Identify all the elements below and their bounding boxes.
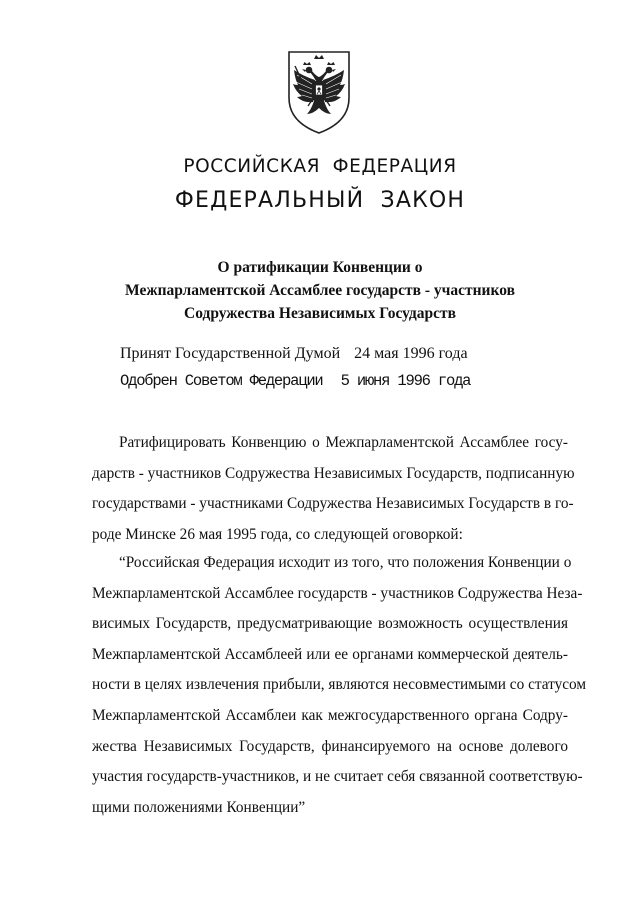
paragraph-line: жества Независимых Государств, финансируемого на основе долевого (92, 737, 568, 755)
adoption-line (120, 345, 468, 363)
coat-of-arms-icon (283, 48, 355, 136)
law-type-word: ФЕДЕРАЛЬНЫЙ (174, 188, 365, 213)
title-line: О ратификации Конвенции о (217, 259, 423, 276)
paragraph-line: Межпарламентской Ассамблеей или ее органами коммерческой деятель- (92, 645, 568, 663)
ratification-paragraph (92, 428, 575, 550)
country-word: ФЕДЕРАЦИЯ (332, 156, 457, 177)
paragraph-line: роде Минске 26 мая 1995 года, со следующей оговоркой: (92, 525, 463, 543)
paragraph-line: дарств - участников Содружества Независимых Государств, подписанную (92, 464, 575, 482)
reservation-paragraph (92, 548, 587, 823)
paragraph-line: государствами - участниками Содружества Независимых Государств в го- (92, 495, 574, 512)
paragraph-line: висимых Государств, предусматривающие возможность осуществления (92, 615, 568, 633)
paragraph-line: Межпарламентской Ассамблеи как межгосударственного органа Содру- (92, 706, 568, 724)
paragraph-line: Ратифицировать Конвенцию о Межпарламентской Ассамблее госу- (119, 434, 568, 451)
title-line: Содружества Независимых Государств (184, 305, 456, 322)
approved-date: 5 июня 1996 года (340, 372, 471, 390)
approved-label: Одобрен Советом Федерации (120, 372, 323, 390)
country-name (0, 156, 640, 177)
adopted-label: Принят Государственной Думой (120, 345, 341, 362)
law-type-word: ЗАКОН (380, 188, 466, 213)
law-title (0, 256, 640, 325)
paragraph-line: щими положениями Конвенции” (92, 798, 306, 816)
title-line: Межпарламентской Ассамблее государств - участников (125, 282, 515, 299)
adopted-date: 24 мая 1996 года (354, 345, 468, 362)
approval-line (120, 372, 470, 390)
country-word: РОССИЙСКАЯ (183, 156, 321, 177)
paragraph-line: “Российская Федерация исходит из того, что положения Конвенции о (119, 554, 572, 571)
paragraph-line: ности в целях извлечения прибыли, являются несовместимыми со статусом (92, 676, 587, 694)
paragraph-line: Межпарламентской Ассамблее государств - участников Содружества Неза- (92, 584, 583, 602)
paragraph-line: участия государств-участников, и не считает себя связанной соответствую- (92, 768, 583, 786)
document-type (0, 188, 640, 213)
